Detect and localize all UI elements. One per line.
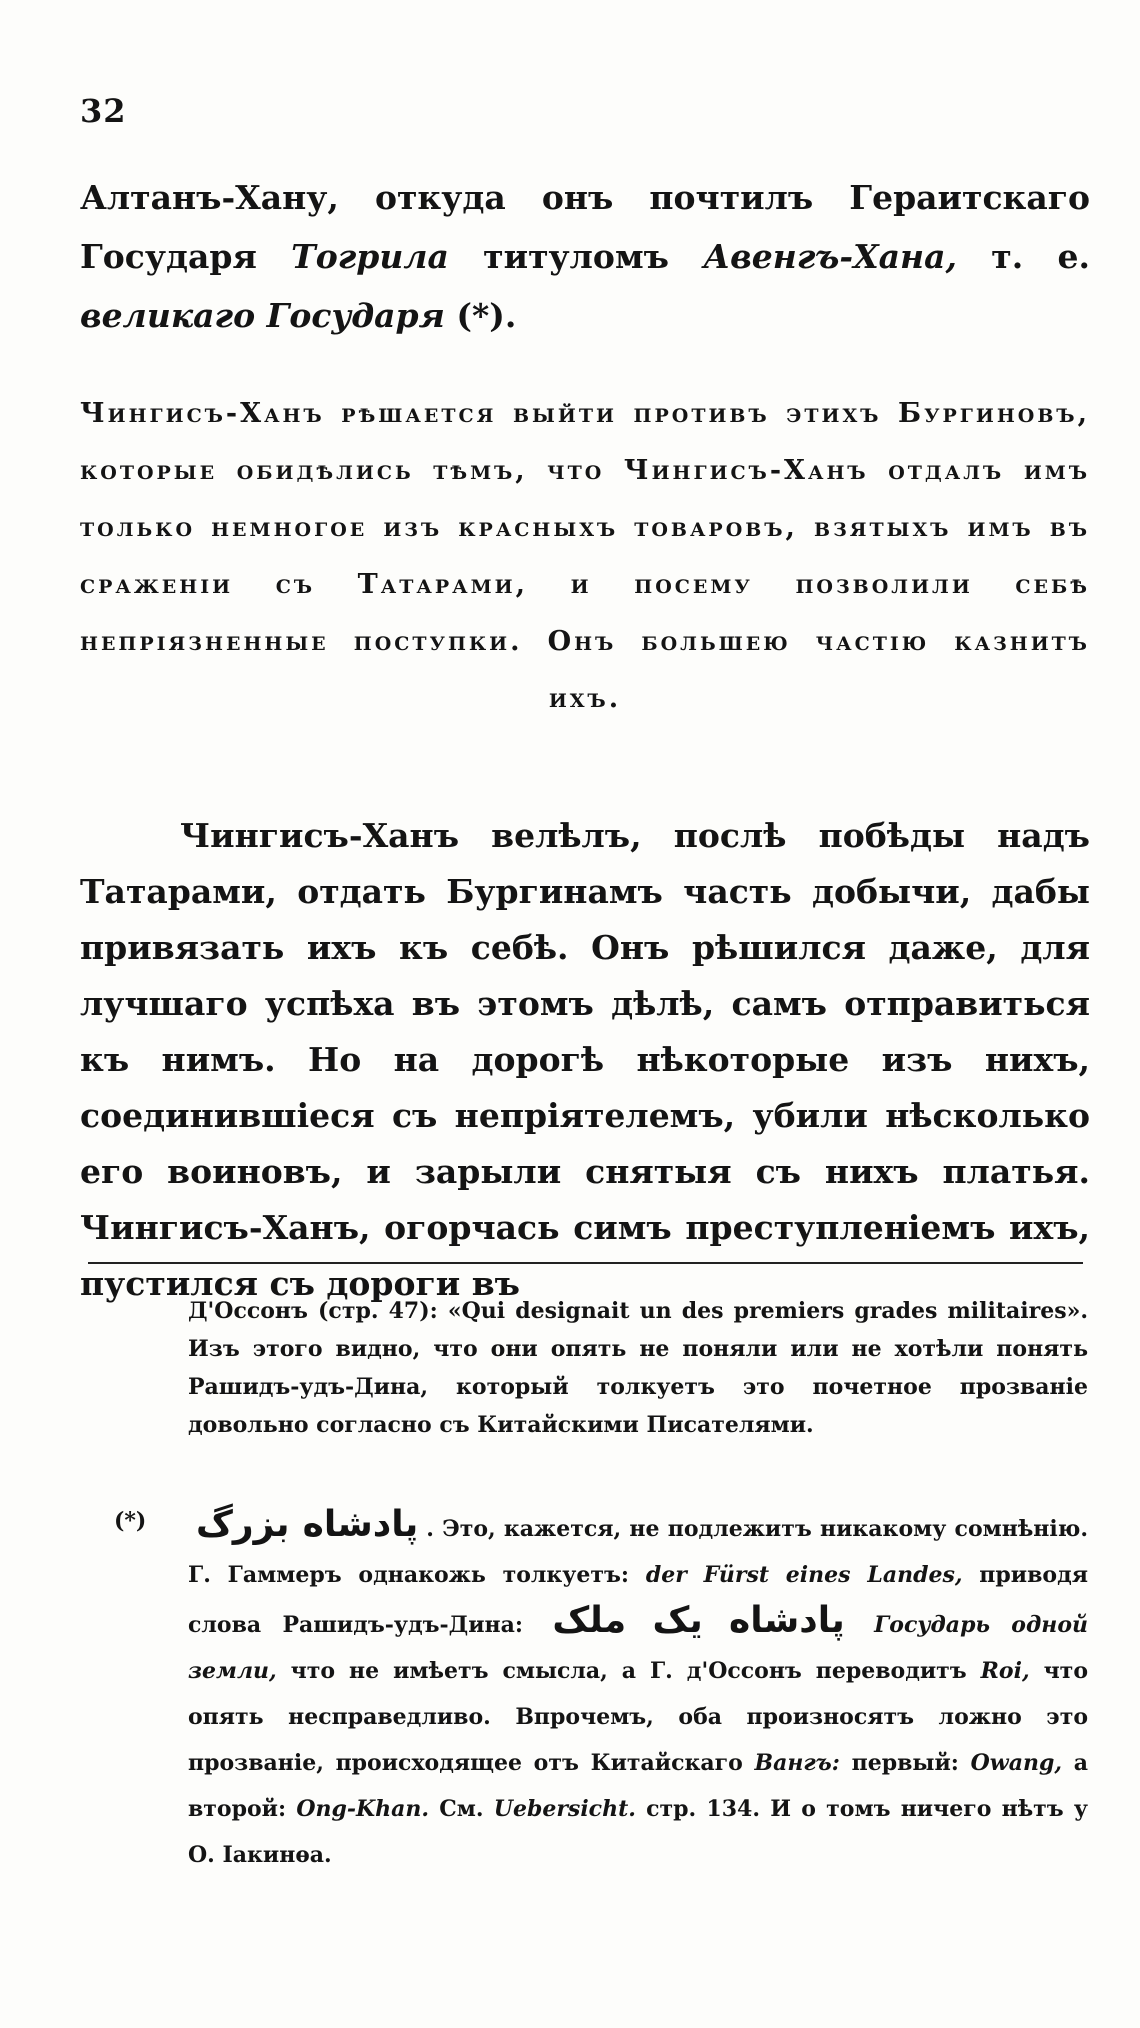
footnote-star: پادشاه بزرگ . Это, кажется, не подлежитъ никакому сомнѣнію. Г. Гаммеръ однакожь толкуетъ: der Fürst eines Landes, приводя слова Рашидъ-удъ-Дина: پادشاه یک ملک Государь одной земли, что не имѣетъ смысла, а Г. д'Оссонъ переводитъ Roi, что опять несправедливо. Впрочемъ, оба произносятъ ложно это прозваніе, происходящее отъ Китайскаго Вангъ: первый: Owang, а второй: Ong-Khan. См. Uebersicht. стр. 134. И о томъ ничего нѣтъ у О. Іакинѳа.: [188, 1504, 1088, 1868]
footnote-marker: (*): [114, 1508, 147, 1534]
page-number: 32: [80, 92, 127, 130]
footnote-continued: Д'Оссонъ (стр. 47): «Qui designait un des premiers grades militaires». Изъ этого видно, что они опять не поняли или не хотѣли понять Рашидъ-удъ-Дина, который толкуетъ это почетное прозваніе довольно согласно съ Китайскими Писателями.: [188, 1298, 1088, 1438]
intro-paragraph: Алтанъ-Хану, откуда онъ почтилъ Гераитскаго Государя Тогрила титуломъ Авенгъ-Хана, т. е. великаго Государя (*).: [80, 178, 1090, 335]
arabic-phrase-2: پادشاه یک ملک: [552, 1600, 845, 1641]
footnote-divider: [88, 1262, 1083, 1264]
section-summary: Чингисъ-Ханъ рѣшается выйти противъ этихъ Бургиновъ, которые обидѣлись тѣмъ, что Чингисъ-Ханъ отдалъ имъ только немногое изъ красныхъ товаровъ, взятыхъ имъ въ сраженіи съ Татарами, и посему позволили себѣ непріязненные поступки. Онъ большею частію казнитъ ихъ.: [80, 398, 1090, 714]
arabic-phrase-1: پادشاه بزرگ: [196, 1504, 419, 1545]
body-paragraph: Чингисъ-Ханъ велѣлъ, послѣ побѣды надъ Татарами, отдать Бургинамъ часть добычи, дабы привязать ихъ къ себѣ. Онъ рѣшился даже, для лучшаго успѣха въ этомъ дѣлѣ, самъ отправиться къ нимъ. Но на дорогѣ нѣкоторые изъ нихъ, соединившіеся съ непріятелемъ, убили нѣсколько его воиновъ, и зарыли снятыя съ нихъ платья. Чингисъ-Ханъ, огорчась симъ преступленіемъ ихъ, пустился съ дороги въ: [80, 816, 1090, 1303]
